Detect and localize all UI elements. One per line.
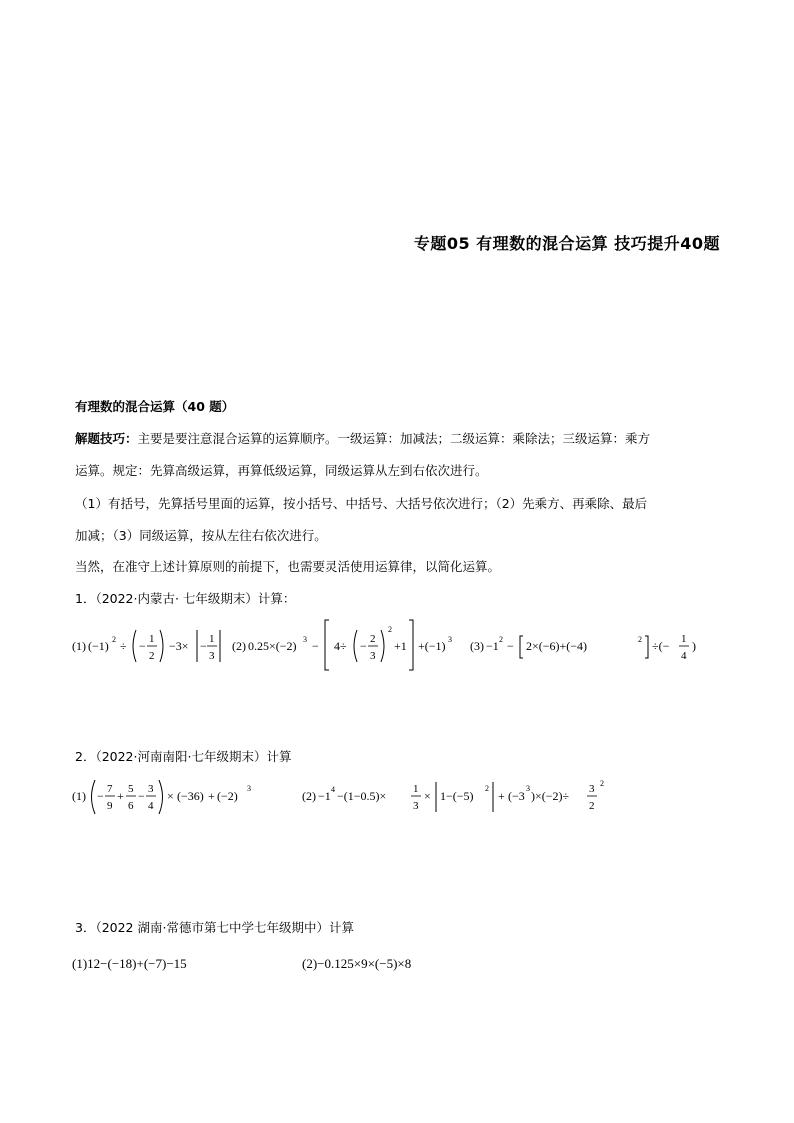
math-term: − — [312, 639, 319, 653]
paren-left — [92, 780, 96, 814]
math-term: − — [138, 789, 145, 803]
math-term: − — [360, 639, 367, 653]
math-term: ÷(− — [652, 639, 670, 653]
math-term: )×(−2)÷ — [531, 789, 570, 803]
math-term: × — [167, 789, 174, 803]
bracket-right — [645, 636, 648, 658]
fraction-denominator: 3 — [370, 650, 376, 662]
math-term: − — [507, 639, 514, 653]
bracket-right — [409, 620, 413, 670]
problem-source: （2022·河南南阳·七年级期末）计算 — [95, 749, 292, 764]
fraction-numerator: 5 — [128, 783, 134, 795]
fraction-denominator: 3 — [209, 650, 215, 662]
math-term: −3× — [169, 639, 189, 653]
fraction-numerator: 1 — [681, 633, 687, 645]
tip-line-1 — [75, 430, 650, 448]
page-title: 专题05 有理数的混合运算 技巧提升40题 — [413, 234, 720, 253]
tip-label: 解题技巧： — [75, 431, 138, 446]
math-term: − — [139, 639, 146, 653]
fraction-denominator: 4 — [681, 650, 687, 662]
math-term: −1 — [486, 639, 499, 653]
fraction-numerator: 1 — [209, 633, 215, 645]
problem-2-expressions — [70, 772, 690, 822]
exponent: 3 — [448, 635, 452, 644]
math-term: −(1−0.5)× — [337, 789, 387, 803]
math-term: −1 — [318, 789, 331, 803]
paren-right — [159, 780, 163, 814]
exponent: 3 — [247, 784, 251, 793]
fraction-denominator: 6 — [128, 800, 134, 812]
math-term: 1−(−5) — [440, 789, 474, 803]
math-term: + — [117, 789, 124, 803]
problem-number: 2． — [75, 749, 96, 764]
exponent: 2 — [638, 635, 642, 644]
problem-source: （2022·内蒙古· 七年级期末）计算： — [95, 591, 296, 606]
exponent: 2 — [499, 635, 503, 644]
bracket-left — [325, 620, 329, 670]
math-term: +1 — [394, 639, 407, 653]
exponent: 2 — [388, 625, 392, 634]
tip-line-5: 当然，在准守上述计算原则的前提下，也需要灵活使用运算律，以简化运算。 — [75, 559, 501, 574]
problem-1-expressions — [70, 618, 696, 674]
section-heading: 有理数的混合运算（40 题） — [75, 399, 235, 414]
fraction-denominator: 3 — [413, 800, 419, 812]
fraction-numerator: 7 — [107, 783, 113, 795]
math-term: − — [97, 789, 104, 803]
problem-source: （2022 湖南·常德市第七中学七年级期中）计算 — [95, 920, 354, 935]
fraction-numerator: 1 — [149, 633, 155, 645]
math-expression: −0.125×9×(−5)×8 — [317, 956, 412, 971]
fraction-numerator: 1 — [413, 783, 419, 795]
paren-right — [160, 630, 163, 662]
exponent: 3 — [303, 635, 307, 644]
bracket-left — [520, 636, 523, 658]
math-term: (−3 — [508, 789, 525, 803]
math-term: (−1) — [88, 639, 109, 653]
problem-number: 3． — [75, 920, 96, 935]
part-label: (2) — [302, 789, 316, 803]
math-expression: 12−(−18)+(−7)−15 — [87, 956, 187, 971]
part-label: (1) — [72, 789, 86, 803]
part-label: (1) — [72, 639, 86, 653]
problem-1-header — [75, 590, 295, 608]
fraction-numerator: 3 — [148, 783, 154, 795]
part-label: (3) — [470, 639, 484, 653]
math-term: 4÷ — [334, 639, 347, 653]
fraction-denominator: 2 — [149, 650, 155, 662]
math-term: + — [208, 789, 215, 803]
exponent: 2 — [485, 784, 489, 793]
tip-line-3: （1）有括号，先算括号里面的运算，按小括号、中括号、大括号依次进行；（2）先乘方、再乘除、最后 — [75, 496, 648, 511]
math-term: − — [200, 639, 207, 653]
tip-line-2: 运算。规定：先算高级运算，再算低级运算，同级运算从左到右依次进行。 — [75, 463, 488, 478]
math-term: ÷ — [120, 639, 127, 653]
part-label: (2) — [232, 639, 246, 653]
exponent: 2 — [600, 779, 604, 788]
math-term: 2×(−6)+(−4) — [526, 639, 588, 653]
exponent: 2 — [112, 635, 116, 644]
problem-3-header — [75, 919, 354, 937]
paren-left — [354, 630, 357, 662]
fraction-numerator: 3 — [589, 783, 595, 795]
problem-3-part-2 — [302, 956, 411, 972]
problem-3-part-1 — [72, 956, 187, 972]
fraction-denominator: 2 — [589, 800, 595, 812]
part-label: (2) — [302, 956, 318, 971]
tip-text: 主要是要注意混合运算的运算顺序。一级运算：加减法；二级运算：乘除法；三级运算：乘方 — [137, 431, 651, 446]
part-label: (1) — [72, 956, 88, 971]
tip-line-4: 加减；（3）同级运算，按从左往右依次进行。 — [75, 528, 327, 543]
math-term: × — [424, 789, 431, 803]
math-term: (−2) — [217, 789, 238, 803]
math-term: +(−1) — [418, 639, 446, 653]
problem-2-header — [75, 748, 291, 766]
paren-left — [133, 630, 136, 662]
fraction-denominator: 4 — [148, 800, 154, 812]
math-term: + — [498, 789, 505, 803]
paren-right — [381, 630, 384, 662]
fraction-denominator: 9 — [107, 800, 113, 812]
fraction-numerator: 2 — [370, 633, 376, 645]
exponent: 4 — [331, 785, 335, 794]
problem-number: 1． — [75, 591, 96, 606]
math-term: ) — [692, 639, 696, 653]
exponent: 3 — [526, 784, 530, 793]
math-term: (−36) — [177, 789, 204, 803]
math-term: 0.25×(−2) — [248, 639, 297, 653]
